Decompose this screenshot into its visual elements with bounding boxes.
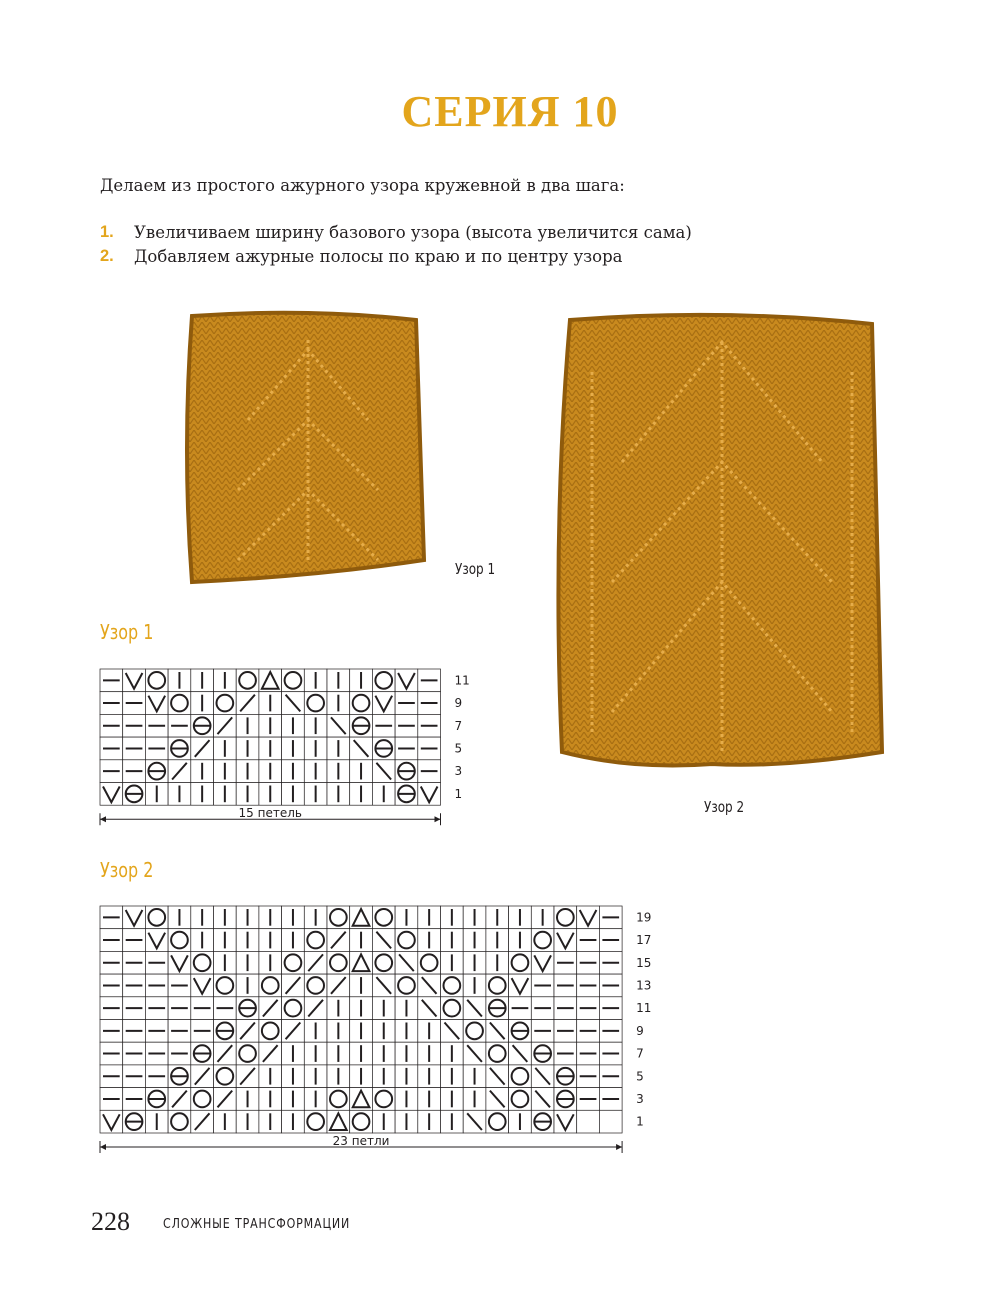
chart-row: [100, 929, 622, 952]
row-number-label: 15: [636, 955, 652, 970]
row-number-label: 5: [636, 1069, 644, 1084]
width-label: 15 петель: [238, 806, 302, 821]
photo-2-caption: Узор 2: [704, 798, 745, 816]
chart-row: [100, 1110, 622, 1133]
swatch-photo-2: [552, 312, 892, 774]
step-number: 2.: [100, 247, 114, 265]
chart-2-title: Узор 2: [100, 858, 154, 882]
chart-row: [100, 737, 441, 760]
chart-row: [100, 1020, 622, 1043]
intro-text: Делаем из простого ажурного узора кружевной в два шага:: [100, 176, 625, 195]
chart-row: [100, 1065, 622, 1088]
row-number-label: 9: [636, 1023, 644, 1038]
row-number-label: 7: [636, 1046, 644, 1061]
chart-1: [98, 667, 478, 835]
row-number-label: 19: [636, 910, 652, 925]
chart-row: [100, 669, 441, 692]
step-text: Увеличиваем ширину базового узора (высота увеличится сама): [134, 223, 692, 242]
photo-1-caption: Узор 1: [455, 560, 496, 578]
row-number-label: 1: [636, 1114, 644, 1129]
step-number: 1.: [100, 223, 114, 241]
width-label: 23 петли: [332, 1134, 390, 1148]
row-number-label: 9: [454, 696, 463, 711]
section-name: СЛОЖНЫЕ ТРАНСФОРМАЦИИ: [163, 1217, 351, 1232]
step-text: Добавляем ажурные полосы по краю и по центру узора: [134, 247, 623, 266]
chart-row: [100, 760, 441, 783]
chart-row: [100, 1042, 622, 1065]
chart-row: [100, 783, 441, 806]
chart-row: [100, 692, 441, 715]
chart-1-title: Узор 1: [100, 620, 154, 644]
chart-row: [100, 714, 441, 737]
row-number-label: 1: [454, 786, 463, 801]
row-number-label: 11: [454, 673, 470, 688]
swatch-photo-1: [178, 310, 440, 592]
row-number-label: 17: [636, 933, 652, 948]
row-number-label: 11: [636, 1001, 652, 1016]
chart-row: [100, 974, 622, 997]
row-number-label: 7: [454, 718, 463, 733]
row-number-label: 13: [636, 978, 652, 993]
page-number: 228: [91, 1207, 130, 1236]
step-item: [100, 223, 692, 247]
chart-cell: [577, 1110, 600, 1133]
chart-row: [100, 1088, 622, 1111]
row-number-label: 5: [454, 741, 463, 756]
chart-row: [100, 997, 622, 1020]
chart-row: [100, 906, 622, 929]
row-number-label: 3: [636, 1091, 644, 1106]
chart-2: [98, 904, 663, 1160]
chart-row: [100, 951, 622, 974]
row-number-label: 3: [454, 764, 463, 779]
page-title: СЕРИЯ 10: [401, 87, 619, 136]
chart-cell: [599, 1110, 622, 1133]
step-item: [100, 247, 692, 271]
steps-list: [100, 223, 692, 271]
